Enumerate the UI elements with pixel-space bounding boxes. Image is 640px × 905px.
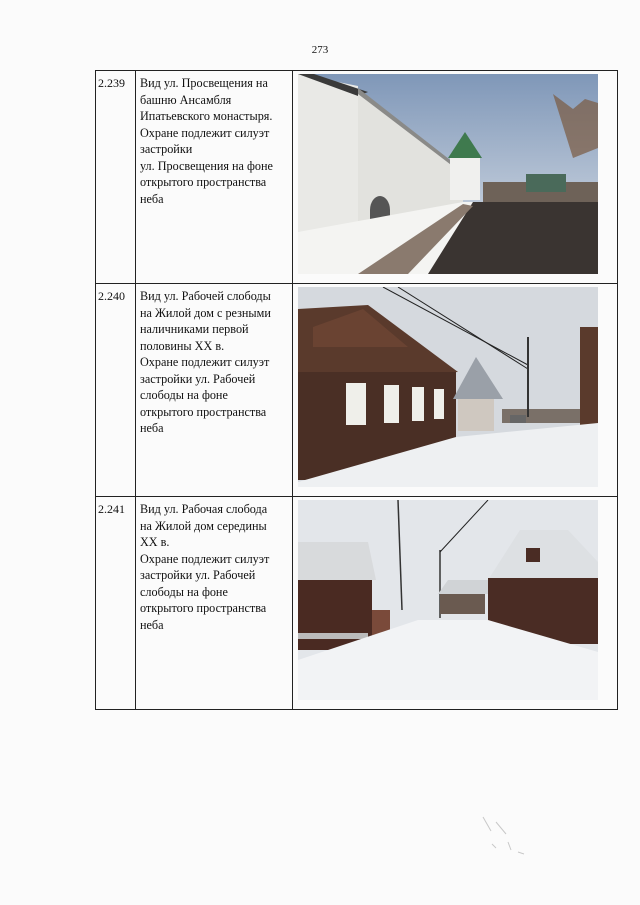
row-description (136, 71, 293, 284)
row-number: 2.239 (96, 71, 136, 284)
photo-cell (293, 284, 618, 497)
neighbor-house (458, 397, 494, 431)
description-line: открытого пространства (140, 404, 267, 419)
page-number: 273 (311, 44, 329, 56)
carved-window (412, 387, 424, 421)
description-line: Охране подлежит силуэт (140, 551, 270, 566)
scan-artifact (478, 812, 548, 872)
description-line: XX в. (140, 535, 170, 549)
car (510, 415, 526, 423)
description-line: застройки ул. Рабочей (140, 371, 256, 386)
row-description (136, 497, 293, 710)
description-line: неба (140, 421, 164, 435)
wall-left (298, 74, 358, 232)
table-row (96, 71, 618, 284)
carved-window (434, 389, 444, 419)
carved-window (384, 385, 399, 423)
row-number: 2.241 (96, 497, 136, 710)
description-line: башню Ансамбля (140, 92, 232, 107)
house-roof-snow (298, 542, 376, 580)
table-row (96, 497, 618, 710)
distant-roof (526, 174, 566, 192)
description-line: на Жилой дом середины (140, 518, 267, 533)
photo-street-houses (298, 500, 598, 700)
description-line: Вид ул. Просвещения на (140, 76, 268, 90)
description-line: Вид ул. Рабочая слобода (140, 502, 268, 516)
photo-monastery-wall (298, 74, 598, 274)
description-line: Охране подлежит силуэт (140, 125, 270, 140)
row-description (136, 284, 293, 497)
description-line: на Жилой дом с резными (140, 305, 271, 320)
right-house (580, 327, 598, 427)
description-line: застройки (140, 142, 193, 156)
description-line: слободы на фоне (140, 584, 228, 599)
photo-cell (293, 71, 618, 284)
attic-window (526, 548, 540, 562)
description-line: застройки ул. Рабочей (140, 568, 256, 582)
photo-carved-house (298, 287, 598, 487)
description-line: Охране подлежит силуэт (140, 355, 270, 369)
description-line: Вид ул. Рабочей слободы (140, 289, 271, 303)
carved-window (346, 383, 366, 425)
description-line: ул. Просвещения на фоне (140, 158, 273, 173)
description-line: неба (140, 617, 164, 632)
photo-cell (293, 497, 618, 710)
distant-house (440, 592, 485, 614)
description-line: слободы на фоне (140, 388, 228, 402)
description-line: открытого пространства (140, 601, 267, 615)
description-line: Ипатьевского монастыря. (140, 109, 273, 123)
table-row (96, 284, 618, 497)
description-line: половины XX в. (140, 338, 225, 353)
tower-body (450, 156, 480, 200)
description-line: наличниками первой (140, 322, 249, 336)
heritage-table (95, 70, 618, 710)
description-line: открытого пространства (140, 175, 267, 189)
description-line: неба (140, 191, 164, 206)
row-number: 2.240 (96, 284, 136, 497)
